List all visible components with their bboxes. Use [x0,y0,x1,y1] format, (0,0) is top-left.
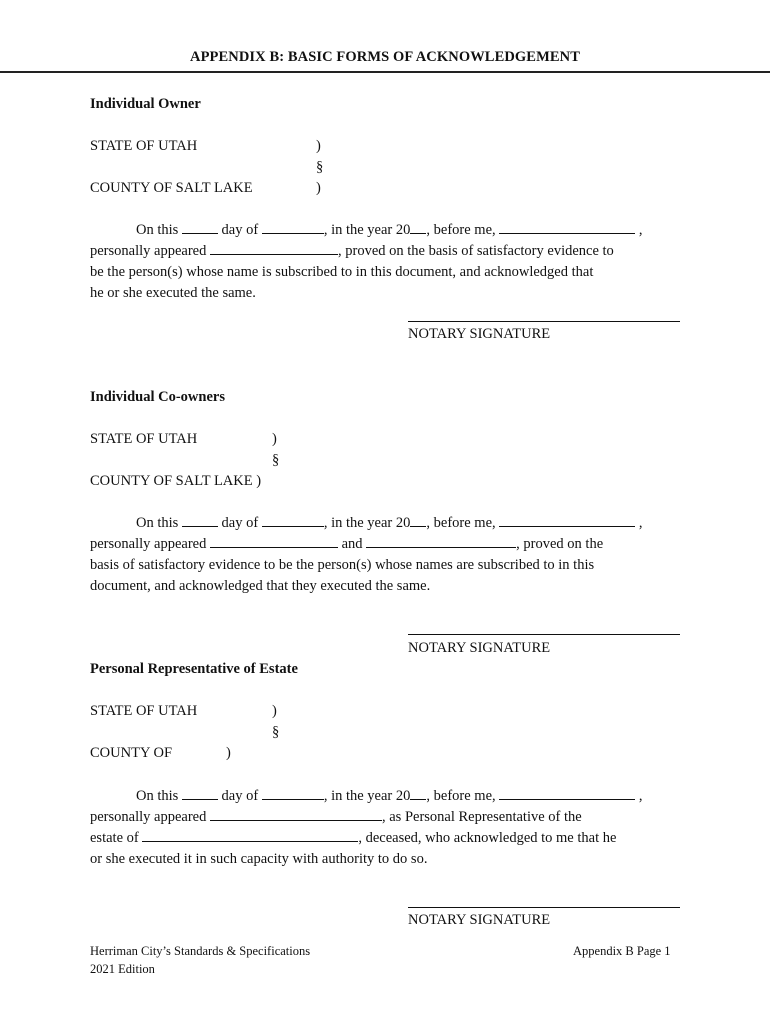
blank-deceased-name[interactable] [142,829,358,842]
text-on-this: On this [136,788,179,804]
footer-page-number: Appendix B Page 1 [573,944,671,958]
text-comma: , [638,515,643,531]
state-label: STATE OF UTAH [90,138,198,154]
section-title-individual-owner: Individual Owner [90,96,201,112]
footer-edition: 2021 Edition [90,962,155,976]
text-before-me: , before me, [426,515,496,531]
signature-line[interactable] [408,634,680,635]
text-day-of: day of [221,788,259,804]
text-as-representative: , as Personal Representative of the [381,809,582,825]
text-personally-appeared: personally appeared [90,809,207,825]
text-year: , in the year 20 [323,788,411,804]
acknowledgement-paragraph [90,513,680,597]
section-symbol: § [272,724,280,740]
footer-publication: Herriman City’s Standards & Specifications [90,944,311,958]
text-proved: , proved on the [516,536,604,552]
venue-paren-close: ) [316,180,321,196]
blank-year[interactable] [410,787,426,800]
signature-label: NOTARY SIGNATURE [408,326,551,342]
blank-month[interactable] [262,221,324,234]
venue-paren-close: ) [226,745,231,761]
text-line-3: be the person(s) whose name is subscribed to in this document, and acknowledged that [90,264,594,280]
text-and: and [341,536,363,552]
blank-month[interactable] [262,514,324,527]
header-rule [0,71,770,73]
signature-line[interactable] [408,907,680,908]
acknowledgement-paragraph [90,786,680,870]
acknowledgement-paragraph [90,220,680,304]
blank-owner-name[interactable] [210,242,338,255]
blank-day[interactable] [182,221,218,234]
section-symbol: § [272,452,280,468]
text-before-me: , before me, [426,788,496,804]
text-line-4: or she executed it in such capacity with authority to do so. [90,851,428,867]
venue-paren-open: ) [316,138,321,154]
blank-representative-name[interactable] [210,808,382,821]
text-year: , in the year 20 [323,222,411,238]
blank-year[interactable] [410,221,426,234]
blank-co-owner-2-name[interactable] [366,535,516,548]
blank-day[interactable] [182,514,218,527]
state-label: STATE OF UTAH [90,431,198,447]
section-symbol: § [316,159,324,175]
text-personally-appeared: personally appeared [90,243,207,259]
blank-co-owner-1-name[interactable] [210,535,338,548]
blank-month[interactable] [262,787,324,800]
text-comma: , [638,222,643,238]
venue-paren-open: ) [272,431,277,447]
blank-notary-name[interactable] [499,514,635,527]
section-title-personal-representative: Personal Representative of Estate [90,661,298,677]
text-day-of: day of [221,515,259,531]
text-before-me: , before me, [426,222,496,238]
county-label: COUNTY OF SALT LAKE [90,180,253,196]
state-label: STATE OF UTAH [90,703,198,719]
text-deceased: , deceased, who acknowledged to me that he [358,830,617,846]
county-label: COUNTY OF SALT LAKE ) [90,473,262,489]
text-personally-appeared: personally appeared [90,536,207,552]
text-line-4: he or she executed the same. [90,285,256,301]
text-on-this: On this [136,222,179,238]
signature-label: NOTARY SIGNATURE [408,912,551,928]
blank-year[interactable] [410,514,426,527]
blank-notary-name[interactable] [499,221,635,234]
page-title: APPENDIX B: BASIC FORMS OF ACKNOWLEDGEMENT [190,49,580,65]
text-comma: , [638,788,643,804]
county-label: COUNTY OF [90,745,173,761]
venue-paren-open: ) [272,703,277,719]
signature-label: NOTARY SIGNATURE [408,640,551,656]
blank-day[interactable] [182,787,218,800]
text-year: , in the year 20 [323,515,411,531]
text-proved: , proved on the basis of satisfactory evidence to [337,243,614,259]
section-title-individual-co-owners: Individual Co-owners [90,389,225,405]
text-line-3: basis of satisfactory evidence to be the person(s) whose names are subscribed to in this [90,557,595,573]
signature-line[interactable] [408,321,680,322]
text-estate-of: estate of [90,830,139,846]
text-line-4: document, and acknowledged that they executed the same. [90,578,431,594]
text-on-this: On this [136,515,179,531]
blank-notary-name[interactable] [499,787,635,800]
text-day-of: day of [221,222,259,238]
